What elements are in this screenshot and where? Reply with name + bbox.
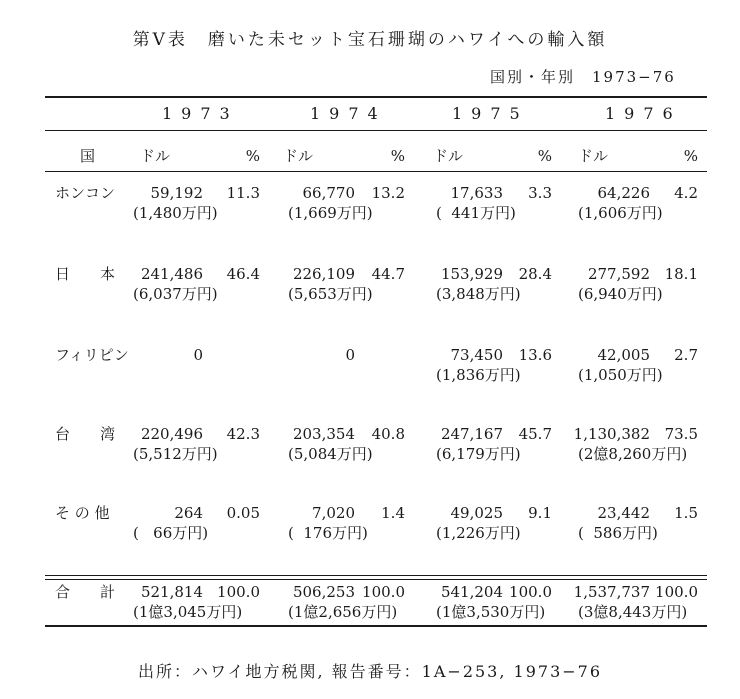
- table-row-yen-value: ( 66万円): [133, 524, 209, 542]
- table-row-percent-value: 0.05: [226, 504, 260, 522]
- table-row-dollar-value: 0: [193, 346, 203, 364]
- table-row-dollar-value: 49,025: [450, 504, 503, 522]
- table-row-dollar-value: 73,450: [450, 346, 503, 364]
- dollar-column-header: ドル: [578, 147, 609, 165]
- year-header: 1974: [310, 104, 387, 123]
- country-column-header: 国: [80, 147, 96, 165]
- table-row-percent-value: 73.5: [664, 425, 698, 443]
- year-header: 1975: [452, 104, 529, 123]
- page-title: 第Ⅴ表 磨いた未セット宝石珊瑚のハワイへの輸入額: [132, 30, 608, 50]
- table-row-percent-value: 2.7: [674, 346, 698, 364]
- source-note: 出所：ハワイ地方税関, 報告番号：1A−253, 1973−76: [137, 662, 603, 681]
- table-row-dollar-value: 23,442: [597, 504, 650, 522]
- table-row-percent-value: 18.1: [664, 265, 698, 283]
- total-row-dollar-value: 541,204: [440, 583, 503, 601]
- table-row-percent-value: 1.4: [381, 504, 405, 522]
- table-row-dollar-value: 7,020: [312, 504, 355, 522]
- total-row-dollar-value: 506,253: [292, 583, 355, 601]
- dollar-column-header: ドル: [433, 147, 464, 165]
- table-row-yen-value: (1,480万円): [133, 204, 218, 222]
- table-row-country-label: ホンコン: [55, 184, 116, 202]
- table-row-percent-value: 13.6: [518, 346, 552, 364]
- table-row-yen-value: (1,669万円): [288, 204, 373, 222]
- table-row-yen-value: ( 441万円): [436, 204, 516, 222]
- total-row-dollar-value: 1,537,737: [573, 583, 650, 601]
- total-row-country-label: 合 計: [55, 583, 116, 601]
- table-row-yen-value: (6,940万円): [578, 285, 663, 303]
- table-row-yen-value: ( 586万円): [578, 524, 658, 542]
- table-row-percent-value: 1.5: [674, 504, 698, 522]
- table-row-dollar-value: 42,005: [597, 346, 650, 364]
- table-row-yen-value: (5,084万円): [288, 445, 373, 463]
- total-row-percent-value: 100.0: [655, 583, 698, 601]
- total-row-percent-value: 100.0: [362, 583, 405, 601]
- total-row-percent-value: 100.0: [509, 583, 552, 601]
- table-row-country-label: 台 湾: [55, 425, 116, 443]
- table-row-yen-value: ( 176万円): [288, 524, 368, 542]
- table-row-percent-value: 4.2: [674, 184, 698, 202]
- table-row-percent-value: 44.7: [371, 265, 405, 283]
- year-header: 1973: [162, 104, 239, 123]
- table-row-percent-value: 45.7: [518, 425, 552, 443]
- table-row-dollar-value: 241,486: [140, 265, 203, 283]
- table-row-percent-value: 9.1: [528, 504, 552, 522]
- table-row-country-label: 日 本: [55, 265, 116, 283]
- dollar-column-header: ドル: [283, 147, 314, 165]
- table-row-yen-value: (3,848万円): [436, 285, 521, 303]
- table-row-yen-value: (1,836万円): [436, 366, 521, 384]
- percent-column-header: %: [390, 147, 405, 165]
- total-row-percent-value: 100.0: [217, 583, 260, 601]
- percent-column-header: %: [683, 147, 698, 165]
- table-row-dollar-value: 17,633: [450, 184, 503, 202]
- total-row-yen-value: (1億2,656万円): [288, 603, 398, 621]
- table-row-yen-value: (6,037万円): [133, 285, 218, 303]
- total-row-yen-value: (1億3,045万円): [133, 603, 243, 621]
- percent-column-header: %: [245, 147, 260, 165]
- total-row-yen-value: (1億3,530万円): [436, 603, 546, 621]
- table-row-dollar-value: 64,226: [597, 184, 650, 202]
- table-row-dollar-value: 153,929: [440, 265, 503, 283]
- table-row-dollar-value: 264: [174, 504, 203, 522]
- table-row-country-label: フィリピン: [55, 346, 129, 364]
- table-row-yen-value: (1,226万円): [436, 524, 521, 542]
- table-row-yen-value: (1,050万円): [578, 366, 663, 384]
- table-row-dollar-value: 247,167: [440, 425, 503, 443]
- table-row-country-label: そ の 他: [55, 504, 110, 522]
- table-row-dollar-value: 59,192: [150, 184, 203, 202]
- table-row-percent-value: 42.3: [226, 425, 260, 443]
- table-row-percent-value: 28.4: [518, 265, 552, 283]
- table-row-yen-value: (2億8,260万円): [578, 445, 688, 463]
- table-row-dollar-value: 203,354: [292, 425, 355, 443]
- table-row-dollar-value: 1,130,382: [573, 425, 650, 443]
- table-row-dollar-value: 220,496: [140, 425, 203, 443]
- table-row-percent-value: 3.3: [528, 184, 552, 202]
- table-row-yen-value: (6,179万円): [436, 445, 521, 463]
- table-row-percent-value: 11.3: [226, 184, 260, 202]
- total-row-yen-value: (3億8,443万円): [578, 603, 688, 621]
- table-row-dollar-value: 66,770: [302, 184, 355, 202]
- table-row-percent-value: 40.8: [371, 425, 405, 443]
- table-row-dollar-value: 226,109: [292, 265, 355, 283]
- year-header: 1976: [605, 104, 682, 123]
- table-row-percent-value: 46.4: [226, 265, 260, 283]
- table-row-yen-value: (5,512万円): [133, 445, 218, 463]
- total-row-dollar-value: 521,814: [140, 583, 203, 601]
- table-row-dollar-value: 0: [345, 346, 355, 364]
- table-row-yen-value: (1,606万円): [578, 204, 663, 222]
- percent-column-header: %: [537, 147, 552, 165]
- table-subtitle: 国別・年別 1973−76: [490, 68, 676, 86]
- table-row-dollar-value: 277,592: [587, 265, 650, 283]
- table-row-yen-value: (5,653万円): [288, 285, 373, 303]
- table-row-percent-value: 13.2: [371, 184, 405, 202]
- dollar-column-header: ドル: [140, 147, 171, 165]
